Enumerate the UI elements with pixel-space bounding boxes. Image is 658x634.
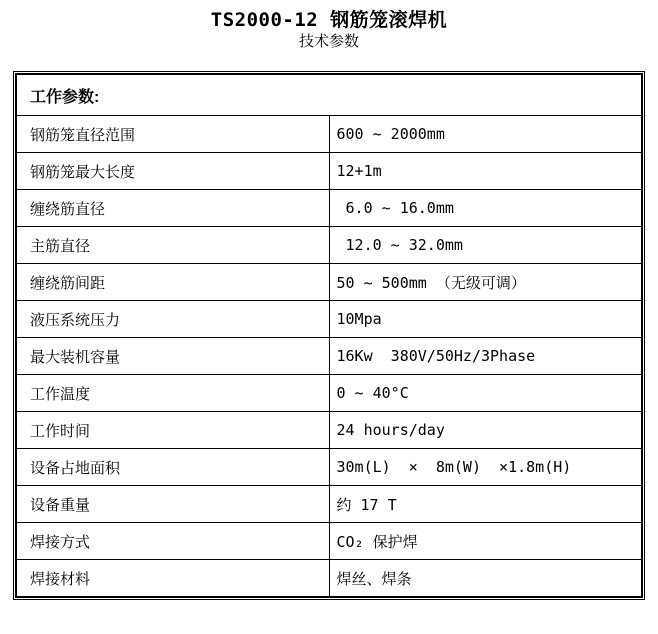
param-value: 12.0 ~ 32.0mm	[329, 227, 642, 264]
param-label: 焊接材料	[16, 560, 329, 598]
table-row	[16, 301, 642, 338]
param-value: 16Kw 380V/50Hz/3Phase	[329, 338, 642, 375]
param-label: 钢筋笼直径范围	[16, 116, 329, 153]
table-row	[16, 375, 642, 412]
table-row	[16, 486, 642, 523]
param-label: 液压系统压力	[16, 301, 329, 338]
section-header: 工作参数:	[16, 74, 642, 116]
table-row	[16, 338, 642, 375]
table-row	[16, 412, 642, 449]
param-label: 设备重量	[16, 486, 329, 523]
spec-table-body	[16, 116, 642, 598]
param-value: 24 hours/day	[329, 412, 642, 449]
param-label: 最大装机容量	[16, 338, 329, 375]
param-label: 缠绕筋间距	[16, 264, 329, 301]
param-label: 工作时间	[16, 412, 329, 449]
param-value: 600 ~ 2000mm	[329, 116, 642, 153]
param-value: 30m(L) × 8m(W) ×1.8m(H)	[329, 449, 642, 486]
param-value: 50 ~ 500mm （无级可调）	[329, 264, 642, 301]
table-row	[16, 153, 642, 190]
table-row	[16, 116, 642, 153]
param-value: 0 ~ 40°C	[329, 375, 642, 412]
table-row	[16, 523, 642, 560]
param-value: 12+1m	[329, 153, 642, 190]
param-label: 焊接方式	[16, 523, 329, 560]
section-header-row	[16, 74, 642, 116]
table-row	[16, 560, 642, 598]
table-row	[16, 227, 642, 264]
param-value: CO₂ 保护焊	[329, 523, 642, 560]
param-value: 10Mpa	[329, 301, 642, 338]
spec-table	[15, 73, 643, 598]
param-label: 主筋直径	[16, 227, 329, 264]
spec-table-head	[16, 74, 642, 116]
param-value: 约 17 T	[329, 486, 642, 523]
param-value: 焊丝、焊条	[329, 560, 642, 598]
param-value: 6.0 ~ 16.0mm	[329, 190, 642, 227]
spec-table-frame	[13, 71, 645, 600]
param-label: 工作温度	[16, 375, 329, 412]
param-label: 设备占地面积	[16, 449, 329, 486]
param-label: 钢筋笼最大长度	[16, 153, 329, 190]
table-row	[16, 190, 642, 227]
param-label: 缠绕筋直径	[16, 190, 329, 227]
page-subtitle: 技术参数	[298, 33, 359, 50]
table-row	[16, 449, 642, 486]
page-title: TS2000-12 钢筋笼滚焊机	[210, 9, 448, 31]
table-row	[16, 264, 642, 301]
